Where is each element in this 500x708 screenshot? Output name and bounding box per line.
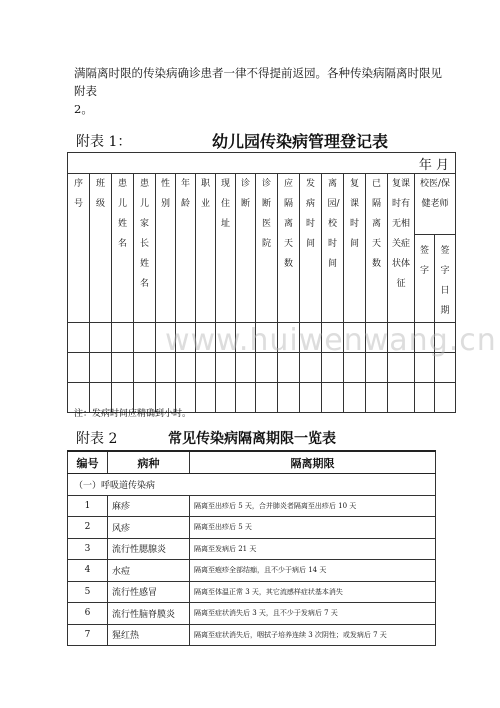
row-num: 1 xyxy=(68,495,108,517)
header-period: 隔离期限 xyxy=(190,451,436,474)
col-header: 发病时间 xyxy=(300,174,322,323)
col-header: 患儿姓名 xyxy=(112,174,134,323)
table-row xyxy=(68,560,436,582)
col-header: 性别 xyxy=(156,174,176,323)
table-row xyxy=(68,581,436,603)
col-header: 已隔离天数 xyxy=(366,174,388,323)
table2-title: 常见传染病隔离期限一览表 xyxy=(168,431,336,447)
row-disease: 流行性脑脊膜炎 xyxy=(108,603,190,625)
table1-title: 幼儿园传染病管理登记表 xyxy=(212,132,389,151)
row-disease: 猩红热 xyxy=(108,624,190,646)
row-disease: 风疹 xyxy=(108,517,190,539)
row-disease: 流行性感冒 xyxy=(108,581,190,603)
col-header-doctor: 校医/保健老师 xyxy=(415,174,456,235)
row-num: 3 xyxy=(68,538,108,560)
header-num: 编号 xyxy=(68,451,108,474)
col-header: 复课时有无相关症状体征 xyxy=(388,174,415,323)
row-period: 隔离至出疹后 5 天 xyxy=(190,517,436,539)
row-disease: 麻疹 xyxy=(108,495,190,517)
col-header: 复课时间 xyxy=(344,174,366,323)
subcol-sign: 签字 xyxy=(415,235,435,323)
col-header: 患儿家长姓名 xyxy=(134,174,156,323)
header-disease: 病种 xyxy=(108,451,190,474)
col-header: 离园/校时间 xyxy=(322,174,344,323)
table2-label: 附表 2 xyxy=(76,431,118,447)
year-month-cell: 年 月 xyxy=(68,153,456,174)
row-num: 6 xyxy=(68,603,108,625)
col-header: 应隔离天数 xyxy=(278,174,300,323)
row-period: 隔离至症状消失后 3 天，且不少于发病后 7 天 xyxy=(190,603,436,625)
intro-line-1: 满隔离时限的传染病确诊患者一律不得提前返园。各种传染病隔离时限见附表 xyxy=(74,66,442,98)
intro-line-2: 2。 xyxy=(74,102,93,116)
registration-table xyxy=(67,152,456,413)
table-row xyxy=(68,603,436,625)
row-num: 7 xyxy=(68,624,108,646)
table1-note: 注：发病时间应精确到小时。 xyxy=(74,409,192,419)
col-header: 诊断医院 xyxy=(256,174,278,323)
row-period: 隔离至疱疹全部结痂，且不少于病后 14 天 xyxy=(190,560,436,582)
section-respiratory: （一）呼吸道传染病 xyxy=(68,474,436,496)
table-row xyxy=(68,495,436,517)
row-disease: 流行性腮腺炎 xyxy=(108,538,190,560)
col-header: 现住址 xyxy=(216,174,236,323)
col-header: 序号 xyxy=(68,174,90,323)
row-num: 4 xyxy=(68,560,108,582)
col-header: 班级 xyxy=(90,174,112,323)
row-period: 隔离至症状消失后，咽拭子培养连续 3 次阴性；或发病后 7 天 xyxy=(190,624,436,646)
row-num: 2 xyxy=(68,517,108,539)
subcol-sign-date: 签字日期 xyxy=(435,235,456,323)
watermark: www.huiwenwang.cn xyxy=(165,323,497,358)
table1-label: 附表 1： xyxy=(76,134,132,150)
intro-paragraph xyxy=(74,64,444,118)
row-period: 隔离至出疹后 5 天，合并肺炎者隔离至出疹后 10 天 xyxy=(190,495,436,517)
row-num: 5 xyxy=(68,581,108,603)
table-row xyxy=(68,517,436,539)
col-header: 年龄 xyxy=(176,174,196,323)
table2-caption xyxy=(74,428,434,450)
table-row xyxy=(68,538,436,560)
row-disease: 水痘 xyxy=(108,560,190,582)
col-header: 诊断 xyxy=(236,174,256,323)
col-header: 职业 xyxy=(196,174,216,323)
isolation-table xyxy=(67,450,436,646)
row-period: 隔离至体温正常 3 天，其它流感样症状基本消失 xyxy=(190,581,436,603)
table1-caption xyxy=(74,129,434,151)
table-row xyxy=(68,624,436,646)
row-period: 隔离至发病后 21 天 xyxy=(190,538,436,560)
